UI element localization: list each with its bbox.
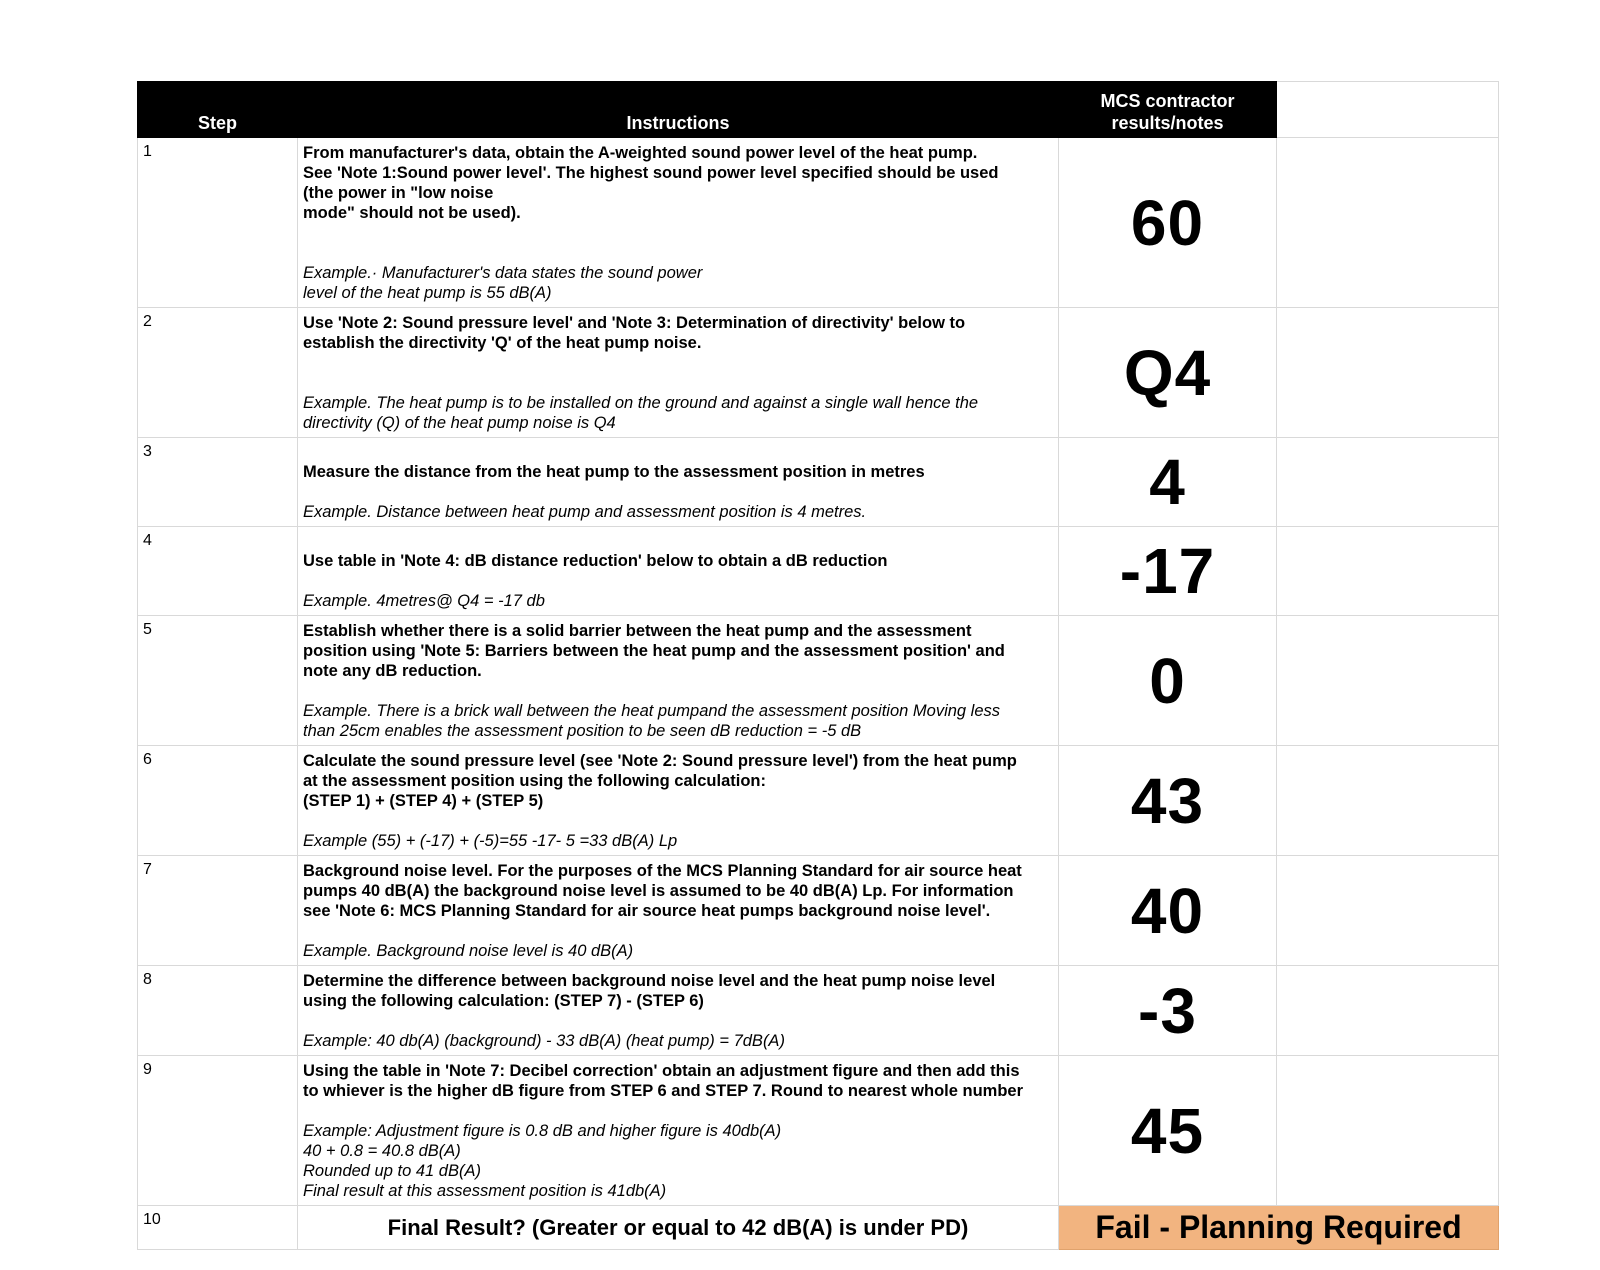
instruction-text: Using the table in 'Note 7: Decibel correction' obtain an adjustment figure and then add this to whiever is the higher dB figure from STEP 6 and STEP 7. Round to nearest whole number bbox=[303, 1062, 1024, 1100]
example-text: Example. Distance between heat pump and assessment position is 4 metres. bbox=[303, 503, 867, 521]
instruction-cell[interactable] bbox=[298, 856, 1059, 966]
step-number[interactable]: 2 bbox=[138, 308, 298, 438]
step-number[interactable]: 5 bbox=[138, 616, 298, 746]
instruction-text: Use table in 'Note 4: dB distance reduction' below to obtain a dB reduction bbox=[303, 552, 888, 570]
step-number[interactable]: 3 bbox=[138, 438, 298, 527]
example-text: Example: Adjustment figure is 0.8 dB and higher figure is 40db(A) 40 + 0.8 = 40.8 dB(A) Rounded up to 41 dB(A) Final result at this assessment position is 41db(A) bbox=[303, 1122, 782, 1200]
step-number[interactable]: 7 bbox=[138, 856, 298, 966]
header-instructions[interactable]: Instructions bbox=[298, 82, 1059, 138]
step-number[interactable]: 8 bbox=[138, 966, 298, 1056]
table-row bbox=[138, 1056, 1499, 1206]
instruction-cell[interactable] bbox=[298, 438, 1059, 527]
result-value[interactable]: 60 bbox=[1059, 138, 1277, 308]
result-value[interactable]: Q4 bbox=[1059, 308, 1277, 438]
blank-cell[interactable] bbox=[1277, 746, 1499, 856]
example-text: Example: 40 db(A) (background) - 33 dB(A) (heat pump) = 7dB(A) bbox=[303, 1032, 785, 1050]
instruction-text: Measure the distance from the heat pump to the assessment position in metres bbox=[303, 463, 925, 481]
instruction-text: From manufacturer's data, obtain the A-weighted sound power level of the heat pump. See 'Note 1:Sound power level'. The highest sound power level specified should be used (the power in "low noise mode" should not be used). bbox=[303, 144, 999, 222]
table-row bbox=[138, 616, 1499, 746]
blank-cell[interactable] bbox=[1277, 616, 1499, 746]
example-text: Example.· Manufacturer's data states the sound power level of the heat pump is 55 dB(A) bbox=[303, 264, 703, 302]
step-number[interactable]: 1 bbox=[138, 138, 298, 308]
instruction-text: Background noise level. For the purposes of the MCS Planning Standard for air source heat pumps 40 dB(A) the background noise level is assumed to be 40 dB(A) Lp. For information see 'Note 6: MCS Planning Standard for air source heat pumps background noise level'. bbox=[303, 862, 1022, 920]
blank-cell[interactable] bbox=[1277, 308, 1499, 438]
step-number[interactable]: 10 bbox=[138, 1206, 298, 1250]
example-text: Example. There is a brick wall between the heat pumpand the assessment position Moving less than 25cm enables the assessment position to be seen dB reduction = -5 dB bbox=[303, 702, 1001, 740]
step-number[interactable]: 4 bbox=[138, 527, 298, 616]
table-row bbox=[138, 527, 1499, 616]
result-value[interactable]: 45 bbox=[1059, 1056, 1277, 1206]
result-value[interactable]: 0 bbox=[1059, 616, 1277, 746]
blank-cell[interactable] bbox=[1277, 1056, 1499, 1206]
blank-cell[interactable] bbox=[1277, 138, 1499, 308]
final-row bbox=[138, 1206, 1499, 1250]
example-text: Example. The heat pump is to be installed on the ground and against a single wall hence the directivity (Q) of the heat pump noise is Q4 bbox=[303, 394, 979, 432]
step-number[interactable]: 9 bbox=[138, 1056, 298, 1206]
final-verdict[interactable]: Fail - Planning Required bbox=[1059, 1206, 1499, 1250]
instruction-text: Determine the difference between background noise level and the heat pump noise level using the following calculation: (STEP 7) - (STEP 6) bbox=[303, 972, 996, 1010]
result-value[interactable]: 40 bbox=[1059, 856, 1277, 966]
result-value[interactable]: 43 bbox=[1059, 746, 1277, 856]
example-text: Example. Background noise level is 40 dB(A) bbox=[303, 942, 634, 960]
header-step[interactable]: Step bbox=[138, 82, 298, 138]
instruction-cell[interactable] bbox=[298, 1056, 1059, 1206]
instruction-cell[interactable] bbox=[298, 616, 1059, 746]
instruction-cell[interactable] bbox=[298, 746, 1059, 856]
blank-cell[interactable] bbox=[1277, 966, 1499, 1056]
example-text: Example (55) + (-17) + (-5)=55 -17- 5 =33 dB(A) Lp bbox=[303, 832, 678, 850]
instruction-cell[interactable] bbox=[298, 308, 1059, 438]
table-row bbox=[138, 138, 1499, 308]
blank-cell[interactable] bbox=[1277, 856, 1499, 966]
blank-cell[interactable] bbox=[1277, 438, 1499, 527]
table-row bbox=[138, 438, 1499, 527]
final-question[interactable]: Final Result? (Greater or equal to 42 dB(A) is under PD) bbox=[298, 1206, 1059, 1250]
heat-pump-noise-table bbox=[137, 81, 1499, 1250]
result-value[interactable]: -17 bbox=[1059, 527, 1277, 616]
instruction-text: Calculate the sound pressure level (see 'Note 2: Sound pressure level') from the heat pump at the assessment position using the following calculation: (STEP 1) + (STEP 4) + (STEP 5) bbox=[303, 752, 1017, 810]
blank-cell[interactable] bbox=[1277, 527, 1499, 616]
instruction-text: Establish whether there is a solid barrier between the heat pump and the assessment position using 'Note 5: Barriers between the heat pump and the assessment position' and note any dB reduction. bbox=[303, 622, 1005, 680]
table-row bbox=[138, 746, 1499, 856]
result-value[interactable]: -3 bbox=[1059, 966, 1277, 1056]
table-row bbox=[138, 966, 1499, 1056]
table-row bbox=[138, 308, 1499, 438]
header-row bbox=[138, 82, 1499, 138]
instruction-cell[interactable] bbox=[298, 966, 1059, 1056]
instruction-cell[interactable] bbox=[298, 138, 1059, 308]
header-results[interactable]: MCS contractor results/notes bbox=[1059, 82, 1277, 138]
example-text: Example. 4metres@ Q4 = -17 db bbox=[303, 592, 545, 610]
result-value[interactable]: 4 bbox=[1059, 438, 1277, 527]
step-number[interactable]: 6 bbox=[138, 746, 298, 856]
table-row bbox=[138, 856, 1499, 966]
instruction-text: Use 'Note 2: Sound pressure level' and 'Note 3: Determination of directivity' below to establish the directivity 'Q' of the heat pump noise. bbox=[303, 314, 966, 352]
header-blank-cell[interactable] bbox=[1277, 82, 1499, 138]
instruction-cell[interactable] bbox=[298, 527, 1059, 616]
